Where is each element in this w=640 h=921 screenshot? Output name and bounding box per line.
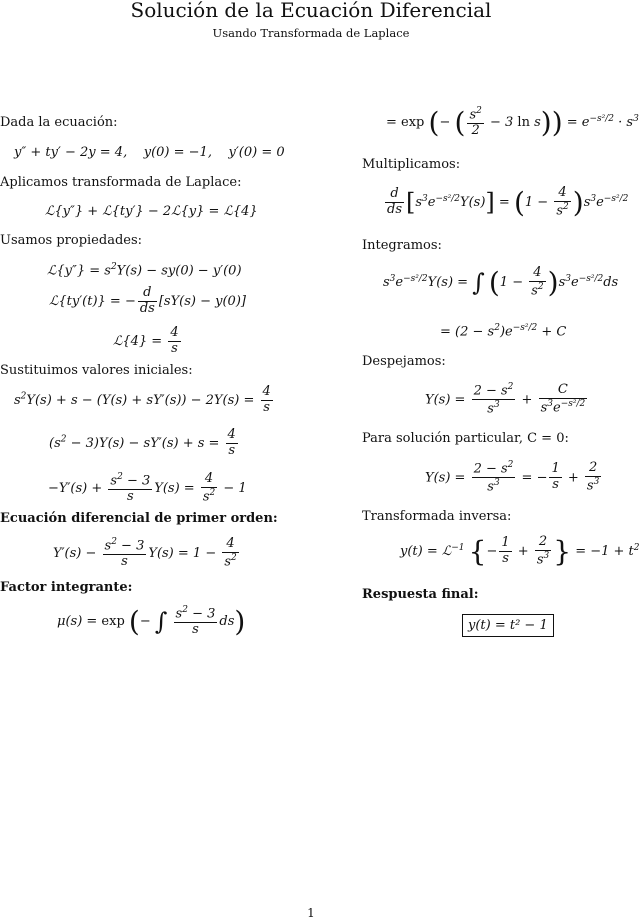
text-dada-ecuacion: Dada la ecuación: [0,115,118,130]
equation-inverse: y(t) = ℒ$^{-1}$ {− $\frac{1}{s}$ + $\frac{2}{s^3}$ } = $-1 + t^2$ [400,534,640,569]
equation-property-2: ℒ{ty′(t)} = − $\frac{d}{ds}$ [sY(s) − y(0)] [49,285,246,316]
final-answer: y(t) = t² − 1 [462,614,554,637]
heading-respuesta-final: Respuesta final: [362,587,479,602]
equation-integrating-factor: μ(s) = exp (− ∫ $\frac{s^2 - 3}{s}$ ds) [57,605,246,639]
equation-solve-Y: Y(s) = $\frac{2 - s^2}{s^3}$ + $\frac{C}{s^3e^{-s^2/2}}$ [425,382,586,417]
equation-integral-result: = $(2 - s^2)e^{-s^2/2} + C$ [440,323,567,340]
equation-first-order: Y′(s) − $\frac{s^2 - 3}{s}$ Y(s) = 1 − $\frac{4}{s^2}$ [53,536,237,570]
text-integramos: Integramos: [362,238,442,253]
text-solucion-particular: Para solución particular, C = 0: [362,431,569,446]
page-title: Solución de la Ecuación Diferencial [130,0,492,22]
page-number: 1 [307,906,315,920]
heading-primer-orden: Ecuación diferencial de primer orden: [0,511,278,526]
equation-particular: Y(s) = $\frac{2 - s^2}{s^3}$ = − $\frac{1}{s}$ + $\frac{2}{s^3}$ [425,460,600,495]
equation-laplace-applied: ℒ{y″} + ℒ{ty′} − 2ℒ{y} = ℒ{4} [45,204,258,219]
text-aplicamos-laplace: Aplicamos transformada de Laplace: [0,175,242,190]
equation-property-3: ℒ{4} = $\frac{4}{s}$ [113,325,179,356]
equation-sub-1: $s^2Y(s) + s - (Y(s) + sY'(s)) - 2Y(s)$ = $\frac{4}{s}$ [14,384,271,415]
equation-sub-3: −Y′(s) + $\frac{s^2 - 3}{s}$ Y(s) = $\frac{4}{s^2}$ − 1 [48,471,247,505]
text-multiplicamos: Multiplicamos: [362,157,461,172]
equation-exp-result: = exp (− ( $\frac{s^2}{2}$ − 3 $\ln s)) = e^{-s^2/2} \cdot s^3$ [386,106,639,140]
heading-factor-integrante: Factor integrante: [0,580,133,595]
text-usamos-propiedades: Usamos propiedades: [0,233,143,248]
text-despejamos: Despejamos: [362,354,446,369]
equation-original: y″ + ty′ − 2y = 4, y(0) = −1, y′(0) = 0 [14,145,285,160]
equation-sub-2: $(s^2 - 3)Y(s) - sY'(s) + s$ = $\frac{4}{s}$ [49,427,236,458]
equation-property-1: ℒ{y″} = $s^2Y(s) - sy(0) - y'(0)$ [47,262,242,279]
text-sustituimos: Sustituimos valores iniciales: [0,363,193,378]
equation-multiply: $\frac{d}{ds}$ $[s^3e^{-s^2/2}Y(s)] = (1$ − $\frac{4}{s^2}$ )$s^3e^{-s^2/2}$ [387,185,629,220]
page-subtitle: Usando Transformada de Laplace [212,26,410,40]
equation-integrate: $s^3e^{-s^2/2}Y(s)$ = ∫ (1 − $\frac{4}{s^2}$ )$s^3e^{-s^2/2}ds$ [383,265,619,300]
final-answer-box [462,618,554,633]
text-transformada-inversa: Transformada inversa: [362,509,512,524]
